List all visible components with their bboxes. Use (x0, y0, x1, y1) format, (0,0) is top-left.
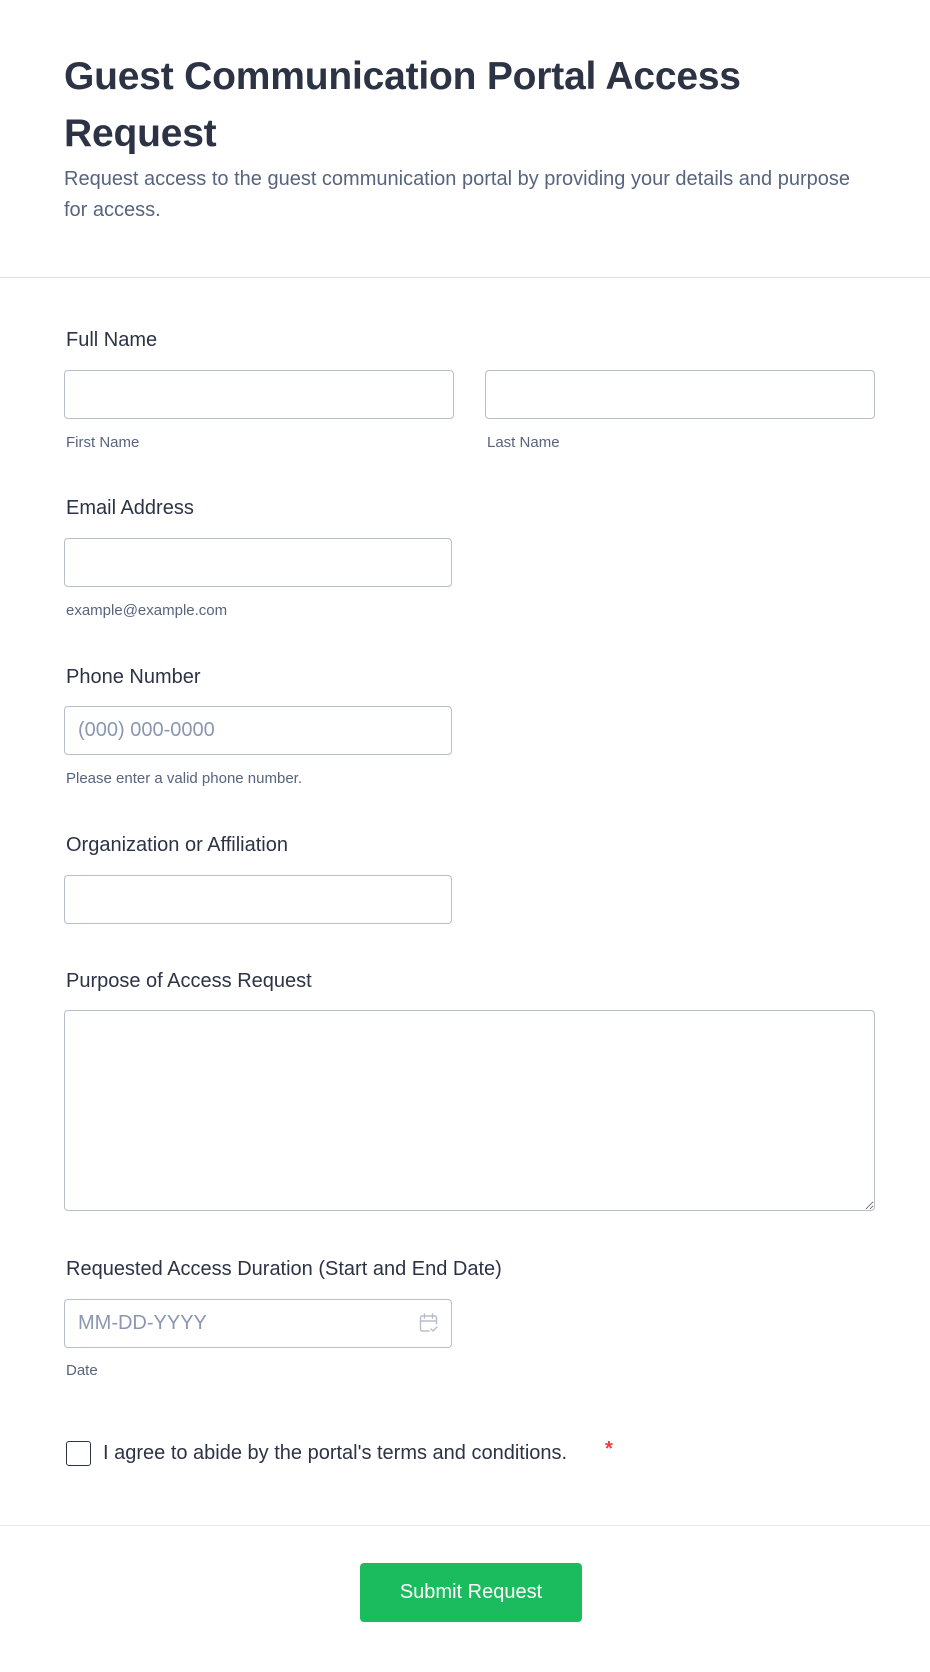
last-name-input[interactable] (485, 370, 875, 419)
email-sublabel: example@example.com (66, 602, 228, 619)
first-name-sublabel: First Name (66, 434, 140, 451)
duration-label: Requested Access Duration (Start and End Date) (66, 1258, 502, 1280)
organization-label: Organization or Affiliation (66, 834, 288, 856)
terms-label[interactable]: I agree to abide by the portal's terms and conditions. (103, 1442, 568, 1464)
form-header (0, 0, 930, 278)
email-label: Email Address (66, 497, 194, 519)
submit-button[interactable]: Submit Request (360, 1563, 582, 1622)
calendar-icon[interactable] (419, 1313, 438, 1333)
footer-divider (0, 1525, 930, 1526)
organization-input[interactable] (64, 875, 452, 924)
first-name-input[interactable] (64, 370, 454, 419)
required-marker: * (605, 1438, 613, 1460)
page-title: Guest Communication Portal Access Request (64, 55, 741, 155)
email-input[interactable] (64, 538, 452, 587)
phone-label: Phone Number (66, 666, 201, 688)
page-subtitle: Request access to the guest communication portal by providing your details and purpose for access. (64, 168, 851, 221)
terms-checkbox[interactable] (66, 1441, 91, 1466)
date-sublabel: Date (66, 1362, 98, 1379)
full-name-label: Full Name (66, 329, 158, 351)
date-input[interactable] (64, 1299, 452, 1348)
purpose-textarea[interactable] (64, 1010, 875, 1211)
purpose-label: Purpose of Access Request (66, 970, 312, 992)
phone-sublabel: Please enter a valid phone number. (66, 770, 302, 787)
phone-input[interactable] (64, 706, 452, 755)
last-name-sublabel: Last Name (487, 434, 560, 451)
